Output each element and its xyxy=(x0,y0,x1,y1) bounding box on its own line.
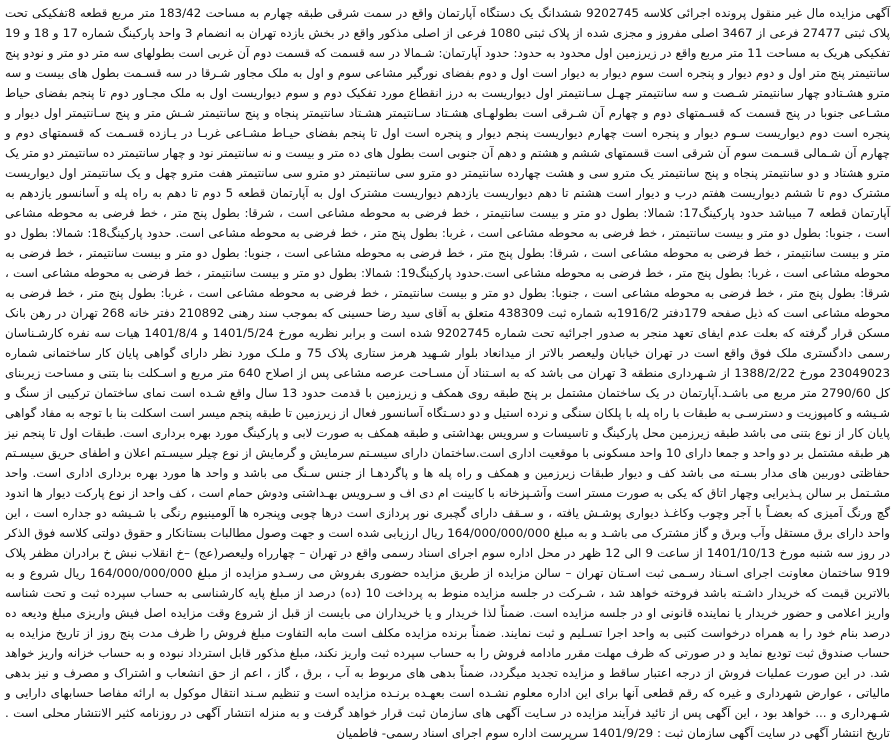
auction-notice-text: آگهی مزایده مال غیر منقول پرونده اجرائی کلاسه 9202745 ششدانگ یک دستگاه آپارتمان واقع در سمت شرقی طبقه چهارم به مساحت 183/42 متر مربع قطعه 8تفکیکی تحت پلاک ثبتی 27477 فرعی از 3467 اصلی مفروز و مجزی شده از پلاک ثبتی 1080 فرعی از اصلی مذکور واقع در بخش یازده تهران به انضمام 3 واحد پارکینگ شماره 17 و 18 و 19 تفکیکی هریک به مساحت 11 متر مربع واقع در زیرزمین اول محدود به حدود: حدود آپارتمان: شـمالا در سه قسمت که قسمت دوم آن غربی است بطولهای سه متر دو متر و نودو پنج سانتیمتر پنج متر اول و دوم دیوار و پنجره است سوم دیوار به دیوار است اول و دوم بفضای نورگیر مشاعی سوم و اول به ملک مجاور شـرقا در سه قسـمت بطول های بیست و سه مترو هشـتادو چهار سانتیمتر شـصت و سه سانتیمتر چهـل سـانتیمتر اول دیواریست به درز انقطاع مورد تفکیک دوم و سوم دیواریست اول به ملک مجـاور دوم تا پنجم بفضای حیاط مشـاعی جنوبا در پنج قسمت که قسـمتهای دوم و چهارم آن شـرقی است بطولهـای هشـتاد سـانتیمتر هشـتاد سانتیمتر پنجاه و پنج سانتیمتر شـش متر و پنج سـانتیمتر اول دیوار و پنجره است دوم دیواریست سـوم دیوار و پنجره است چهارم دیواریست پنجم دیوار و پنجره است اول تا پنجم بفضای حیـاط مشـاعی غربـا در یـازده قسـمت که قسمتهای دوم و چهارم آن شـمالی قسـمت سوم آن شرقی است قسمتهای ششم و هشتم و دهم آن جنوبی است بطول های ده متر و بیست و نه سانتیمتر نود و چهار سانتیمتر ده سانتیمتر دو متر یک مترو هشتاد و دو سانتیمتر پنجاه و پنج سانتیمتر یک مترو سی و هشت چهارده سانتیمتر دو مترو سی سانتیمتر دو مترو سی سانتیمتر هفت مترو چهل و یک سانتیمتر اول دیواریست مشترک دوم تا ششم دیواریست هفتم درب و دیوار است هشتم تا دهم دیواریست یازدهم دیواریست مشترک اول به آپارتمان قطعه 5 دوم تا دهم به راه پله و آسانسور یازدهم به آپارتمان قطعه 7 میباشد حدود پارکینگ17: شمالا: بطول دو متر و بیست سانتیمتر ، خط فرضی به محوطه مشاعی است ، شرقا: بطول پنج متر ، خط فرضی به محوطه مشاعی است ، جنوبا: بطول دو متر و بیست سانتیمتر ، خط فرضی به محوطه مشاعی است ، غربا: بطول پنج متر ، خط فرضی به محوطه مشاعی است. حدود پارکینگ18: شمالا: بطول دو متر و بیست سانتیمتر ، خط فرضی به محوطه مشاعی است ، شرقا: بطول پنج متر ، خط فرضی به محوطه مشاعی است ، جنوبا: بطول دو متر و بیست سانتیمتر ، خط فرضی به محوطه مشاعی است ، غربا: بطول پنج متر ، خط فرضی به محوطه مشاعی است.حدود پارکینگ19: شمالا: بطول دو متر و بیست سانتیمتر ، خط فرضی به محوطه مشاعی است ، شرقا: بطول پنج متر ، خط فرضی به محوطه مشاعی است ، جنوبا: بطول دو متر و بیست سانتیمتر ، خط فرضی به محوطه مشاعی است ، غربا: بطول پنج متر ، خط فرضی به محوطه مشاعی است که ذیل صفحه 179دفتر 1916/2به شماره ثبت 438309 متعلق به آقای سید رضا حسینی که بموجب سند رهنی 210892 دفتر خانه 268 تهران در رهن بانک مسکن قرار گرفته که بعلت عدم ایفای تعهد منجر به صدور اجرائیه تحت شماره 9202745 شده است و برابر نظریه مورخ 1401/5/24 و 1401/8/4 هیات سه نفره کارشـناسان رسمی دادگستری ملک فوق واقع است در تهران خیابان ولیعصر بالاتر از میدانعاد بلوار شـهید هرمز ستاری پلاک 75 و ملـک مورد نظر دارای گواهی پایان کار ساختمانی شماره 23049023 مورخ 1388/2/22 از شـهرداری منطقه 3 تهران می باشد که به اسـتناد آن مسـاحت عرصه مشاعی پس از اصلاح 640 متر مربع و اسـکلت بنا بتنی و مساحت زیربنای کل 2790/60 متر مربع می باشـد.آپارتمان در یک ساختمان مشتمل بر پنج طبقه روی همکف و زیرزمین با قدمت حدود 13 سال واقع شـده است نمای ساختمان ترکیبی از سنگ و شـیشه و کامپوزیت و دسترسـی به طبقات با راه پله با پلکان سنگی و نرده استیل و دو دسـتگاه آسانسور فعال از زیرزمین تا طبقه پنجم میسر است اسکلت بنا با توجه به مفاد گواهی پایان کار از نوع بتنی می باشد طبقه زیرزمین محل پارکینگ و تاسیسات و سرویس بهداشتی و طبقه همکف به صورت لابی و پارکینگ مورد بهره برداری است. طبقات اول تا پنجم نیز هر طبقه مشتمل بر دو واحد و جمعا دارای 10 واحد مسکونی با موقعیت اداری است.ساختمان دارای سیسـتم سرمایش و گرمایش از نوع چیلر سیسـتم اعلان و اطفای حریق سیسـتم حفاظتی دوربین های مدار بسـته می باشد کف و دیوار طبقات زیرزمین و همکف و راه پله ها و پاگردهـا از جنس سـنگ می باشد و واحد ها مورد بهره برداری اداری است. واحد مشـتمل بر سالن پـذیرایی وچهار اتاق که یکی به صورت مستر است وآشـپزخانه با کابینت ام دی اف و سـرویس بهـداشتی ودوش حمام است ، کف واحد از نوع پارکت دیوار ها اندود گچ ورنگ آمیزی که بعضـاً با آجر وچوب وکاغـذ دیواری پوشـش یافته ، و سـقف دارای گچبری نور پردازی است درها چوبی وپنجره ها آلومینیوم رنگی با شـیشه دو جداره است ، این واحد دارای برق مستقل وآب وبرق و گاز مشترک می باشـد و به مبلغ 164/000/000/000 ریال ارزیابی شده است و جهت وصول مطالبات بستانکار و حقوق دولتی کلاسه فوق الذکر در روز سه شنبه مورخ 1401/10/13 از ساعت 9 الی 12 ظهر در محل اداره سوم اجرای اسناد رسمی واقع در تهران – چهارراه ولیعصر(عج) –خ انقلاب نبش خ برادران مظفر پلاک 919 ساختمان معاونت اجرای اسـناد رسـمی ثبت اسـتان تهران – سالن مزایده از طریق مزایده حضوری بفروش می رسـدو مزایده از مبلغ 164/000/000/000 ریال شروع و به بالاترین قیمت که خریدار داشـته باشد فروخته خواهد شد ، شـرکت در جلسه مزایده منوط به پرداخت 10 (ده) درصد از مبلغ پایه کارشناسی به حساب سپرده ثبت و تحت شناسه واریز اعلامی و حضور خریدار یا نماینده قانونی او در جلسه مزایده است. ضمناً لذا خریدار و یا خریداران می بایست از قبل از شروع وقت مزایده اصل فیش واریزی مبلغ ودیعه ده درصد بنام خود را به همراه درخواست کتبی به واحد اجرا تسـلیم و ثبت نمایند. ضمناً برنده مزایده مکلف است مابه التفاوت مبلغ فروش را ظرف مدت پنج روز از تاریخ مزایده به حساب صندوق ثبت تودیع نماید و در صورتی که ظرف مهلت مقرر مادامه فروش را به حساب سپرده ثبت واریز نکند، مبلغ مذکور قابل استرداد نبوده و به حساب خزانه واریز خواهد شد. در این صورت عملیات فروش از درجه اعتبار ساقط و مزایده تجدید میگردد، ضمناً بدهی های مربوط به آب ، برق ، گاز ، اعم از حق انشعاب و اشتراک و مصرف و نیز بدهی مالیاتی ، عوارض شهرداری و غیره که رقم قطعی آنها برای این اداره معلوم نشـده است بعهـده برنـده مزایده است و تنظیم سـند انتقال موکول به ارائه مفاصا حسابهای دارایی و شـهرداری و ... خواهد بود ، این آگهی پس از تائید فرآیند مزایده در سـایت آگهی های سازمان ثبت قرار خواهد گرفت و به منزله انتشار آگهی در روزنامه کثیر الانتشار محلی است . تاریخ انتشار آگهی در سایت آگهی سازمان ثبت : 1401/9/29 سرپرست اداره سوم اجرای اسناد رسمی- فاطمیان xyxy=(5,6,891,740)
